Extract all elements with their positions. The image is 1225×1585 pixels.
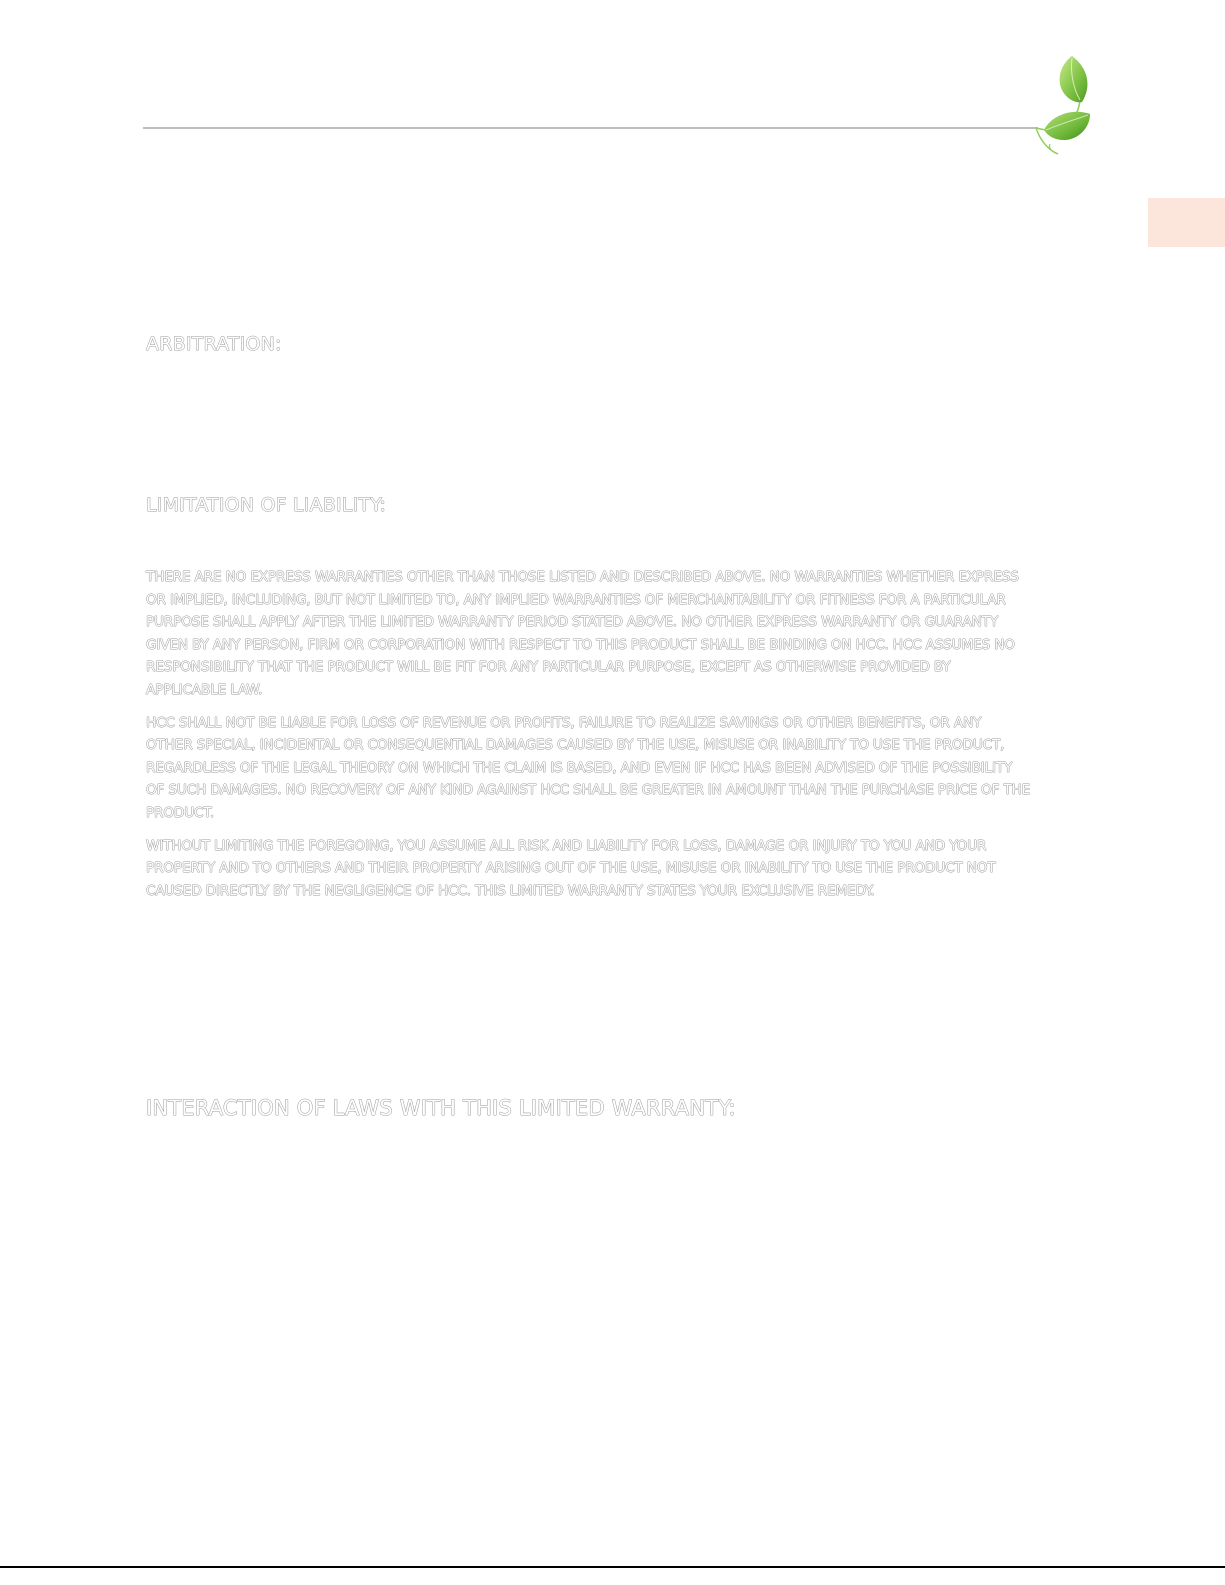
leaf-icon xyxy=(1022,52,1102,160)
limitation-paragraph-1: THERE ARE NO EXPRESS WARRANTIES OTHER THAN THOSE LISTED AND DESCRIBED ABOVE. NO WARRANTIES WHETHER EXPRESS OR IMPLIED, INCLUDING, BUT NOT LIMITED TO, ANY IMPLIED WARRANTIES OF MERCHANTABILITY OR FITNESS FOR A PARTICULAR PURPOSE SHALL APPLY AFTER THE LIMITED WARRANTY PERIOD STATED ABOVE. NO OTHER EXPRESS WARRANTY OR GUARANTY GIVEN BY ANY PERSON, FIRM OR CORPORATION WITH RESPECT TO THIS PRODUCT SHALL BE BINDING ON HCC. HCC ASSUMES NO RESPONSIBILITY THAT THE PRODUCT WILL BE FIT FOR ANY PARTICULAR PURPOSE, EXCEPT AS OTHERWISE PROVIDED BY APPLICABLE LAW. xyxy=(146,569,1019,698)
interaction-heading: INTERACTION OF LAWS WITH THIS LIMITED WARRANTY: xyxy=(146,1096,736,1120)
header-divider xyxy=(143,127,1038,129)
limitation-heading: LIMITATION OF LIABILITY: xyxy=(146,494,387,516)
limitation-paragraph-2: HCC SHALL NOT BE LIABLE FOR LOSS OF REVENUE OR PROFITS, FAILURE TO REALIZE SAVINGS OR OTHER BENEFITS, OR ANY OTHER SPECIAL, INCIDENTAL OR CONSEQUENTIAL DAMAGES CAUSED BY THE USE, MISUSE OR INABILITY TO USE THE PRODUCT, REGARDLESS OF THE LEGAL THEORY ON WHICH THE CLAIM IS BASED, AND EVEN IF HCC HAS BEEN ADVISED OF THE POSSIBILITY OF SUCH DAMAGES. NO RECOVERY OF ANY KIND AGAINST HCC SHALL BE GREATER IN AMOUNT THAN THE PURCHASE PRICE OF THE PRODUCT. xyxy=(146,714,1031,821)
limitation-paragraph-3: WITHOUT LIMITING THE FOREGOING, YOU ASSUME ALL RISK AND LIABILITY FOR LOSS, DAMAGE OR INJURY TO YOU AND YOUR PROPERTY AND TO OTHERS AND THEIR PROPERTY ARISING OUT OF THE USE, MISUSE OR INABILITY TO USE THE PRODUCT NOT CAUSED DIRECTLY BY THE NEGLIGENCE OF HCC. THIS LIMITED WARRANTY STATES YOUR EXCLUSIVE REMEDY. xyxy=(146,837,996,899)
arbitration-heading: ARBITRATION: xyxy=(146,333,282,355)
section-tab xyxy=(1148,198,1225,247)
page-bottom-border xyxy=(0,1566,1225,1568)
limitation-body xyxy=(146,566,1031,912)
